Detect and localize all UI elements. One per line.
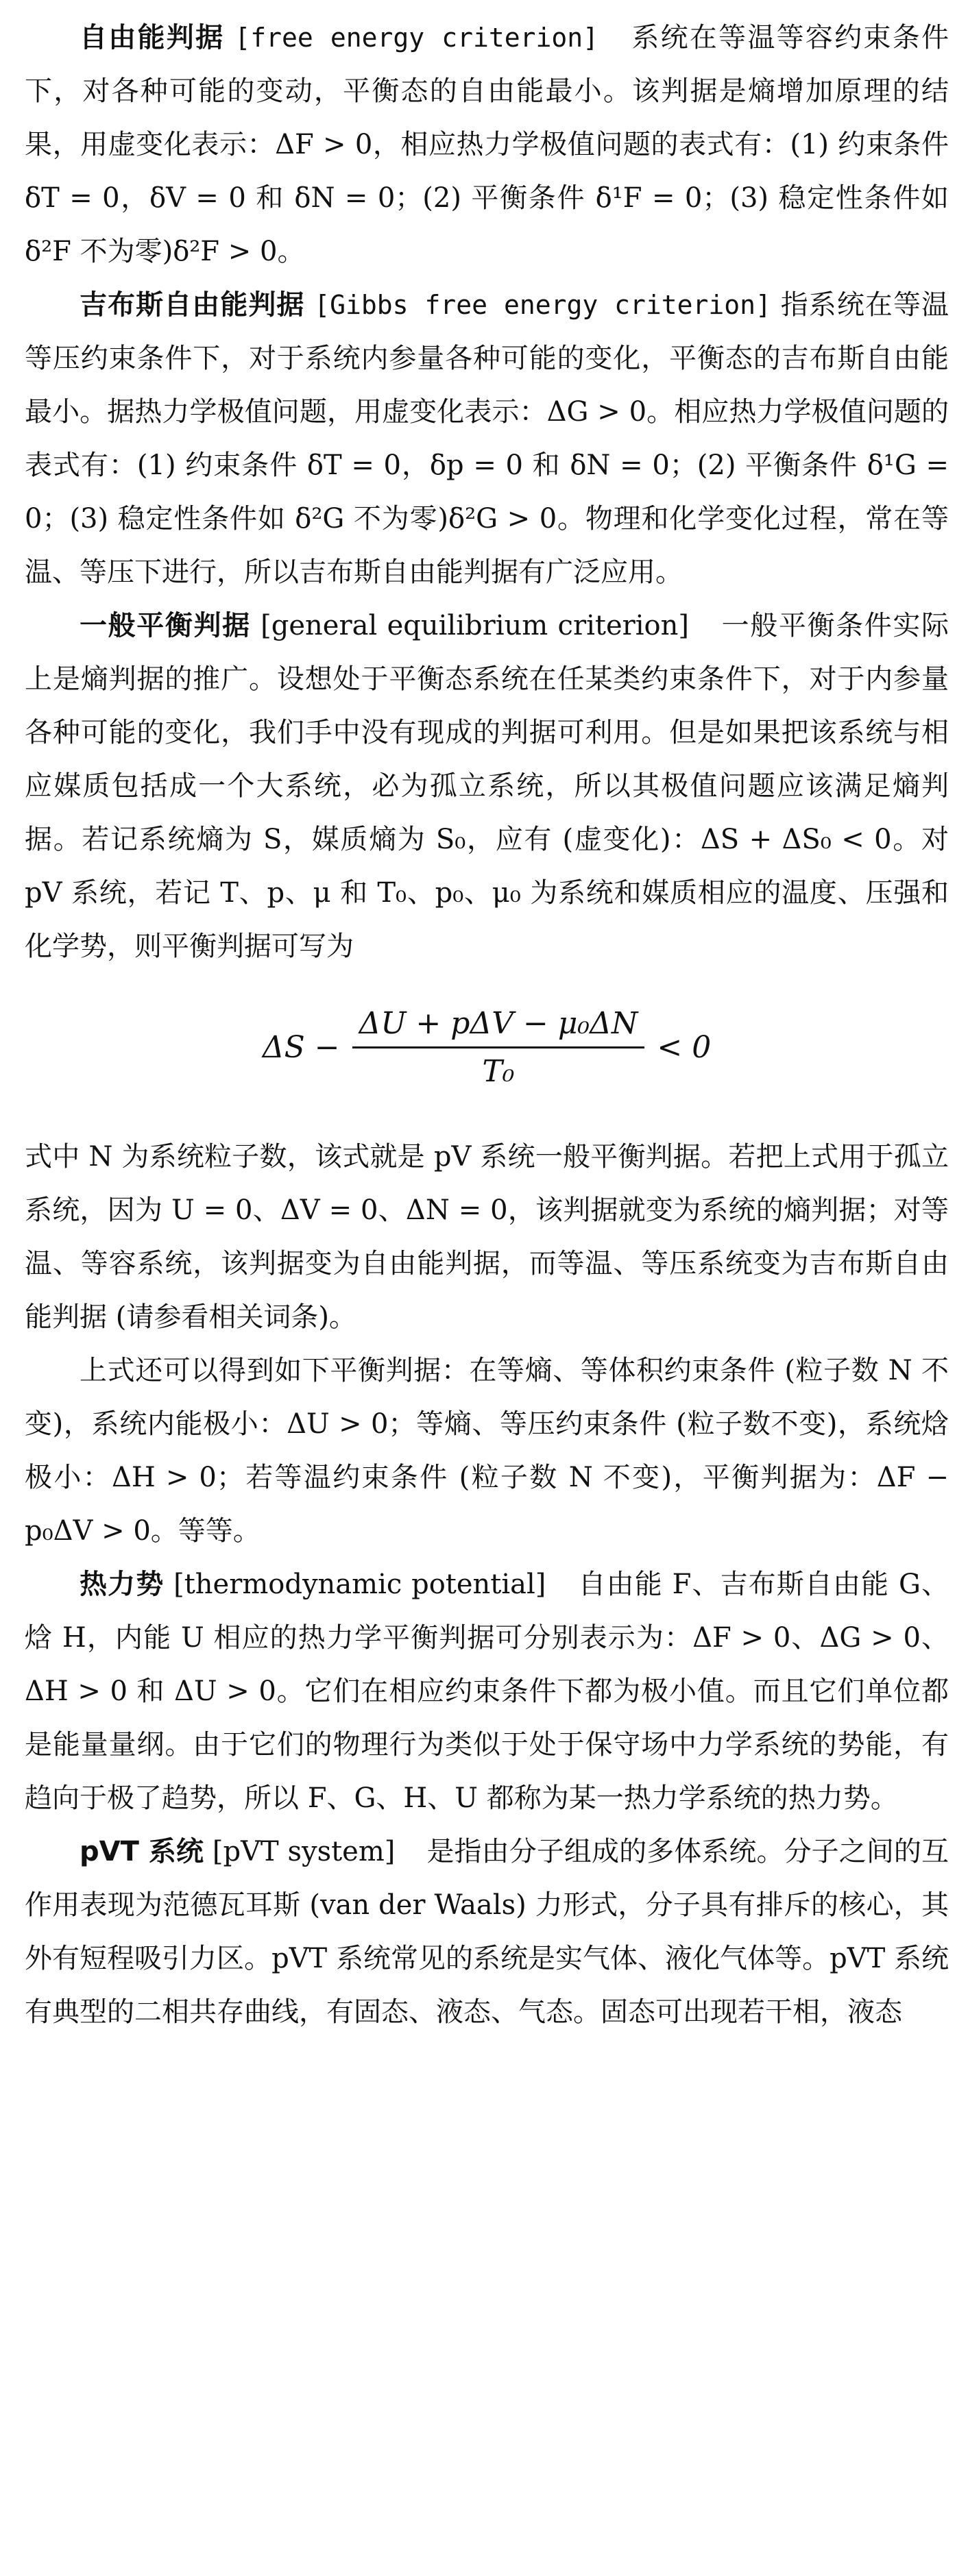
equilibrium-formula (25, 1006, 949, 1089)
entry-term: 吉布斯自由能判据 (80, 289, 305, 321)
entry-term: 一般平衡判据 (80, 610, 251, 641)
formula-numerator: ΔU + pΔV − μ₀ΔN (352, 1006, 645, 1048)
entry-english-term: [general equilibrium criterion] (261, 610, 689, 641)
formula-denominator: T₀ (482, 1054, 515, 1089)
document-page (0, 11, 968, 2576)
entry-english-term: [thermodynamic potential] (173, 1569, 546, 1600)
entry-english-term: [Gibbs free energy criterion] (314, 290, 771, 320)
entry-body: 指系统在等温等压约束条件下，对于系统内参量各种可能的变化，平衡态的吉布斯自由能最小。据热力学极值问题，用虚变化表示：ΔG > 0。相应热力学极值问题的表式有：(1) 约束条件 δT = 0，δp = 0 和 δN = 0；(2) 平衡条件 δ¹G = 0；(3) 稳定性条件如 δ²G 不为零)δ²G > 0。物理和化学变化过程，常在等温、等压下进行，所以吉布斯自由能判据有广泛应用。 (25, 289, 949, 588)
entry-thermodynamic-potential (25, 1558, 949, 1825)
entry-general-equilibrium-criterion (25, 599, 949, 973)
entry-term: 热力势 (80, 1569, 165, 1600)
entry-body: 是指由分子组成的多体系统。分子之间的互作用表现为范德瓦耳斯 (van der Waals) 力形式，分子具有排斥的核心，其外有短程吸引力区。pVT 系统常见的系统是实气体、液化气体等。pVT 系统有典型的二相共存曲线，有固态、液态、气态。固态可出现若干相，液态 (25, 1836, 949, 2028)
entry-term: 自由能判据 (80, 22, 225, 53)
formula-fraction (352, 1006, 645, 1089)
entry-free-energy-criterion (25, 11, 949, 278)
entry-body: 自由能 F、吉布斯自由能 G、焓 H，内能 U 相应的热力学平衡判据可分别表示为：ΔF > 0、ΔG > 0、ΔH > 0 和 ΔU > 0。它们在相应约束条件下都为极小值。而且它们单位都是能量量纲。由于它们的物理行为类似于处于保守场中力学系统的势能，有趋向于极了趋势，所以 F、G、H、U 都称为某一热力学系统的热力势。 (25, 1569, 949, 1814)
formula-lhs: ΔS − (262, 1030, 340, 1065)
formula-rhs: < 0 (657, 1030, 712, 1065)
entry-english-term: [pVT system] (212, 1836, 396, 1867)
formula-explanation: 式中 N 为系统粒子数，该式就是 pV 系统一般平衡判据。若把上式用于孤立系统，因为 U = 0、ΔV = 0、ΔN = 0，该判据就变为系统的熵判据；对等温、等容系统，该判据变为自由能判据，而等温、等压系统变为吉布斯自由能判据 (请参看相关词条)。 (25, 1141, 949, 1333)
entry-english-term: [free energy criterion] (234, 23, 599, 53)
entry-body: 系统在等温等容约束条件下，对各种可能的变动，平衡态的自由能最小。该判据是熵增加原理的结果，用虚变化表示：ΔF > 0，相应热力学极值问题的表式有：(1) 约束条件 δT = 0，δV = 0 和 δN = 0；(2) 平衡条件 δ¹F = 0；(3) 稳定性条件如 δ²F 不为零)δ²F > 0。 (25, 22, 949, 267)
entry-term: pVT 系统 (80, 1836, 204, 1867)
additional-criteria-paragraph: 上式还可以得到如下平衡判据：在等熵、等体积约束条件 (粒子数 N 不变)，系统内能极小：ΔU > 0；等熵、等压约束条件 (粒子数不变)，系统焓极小：ΔH > 0；若等温约束条件 (粒子数 N 不变)，平衡判据为：ΔF − p₀ΔV > 0。等等。 (25, 1355, 949, 1547)
entry-body: 一般平衡条件实际上是熵判据的推广。设想处于平衡态系统在任某类约束条件下，对于内参量各种可能的变化，我们手中没有现成的判据可利用。但是如果把该系统与相应媒质包括成一个大系统，必为孤立系统，所以其极值问题应该满足熵判据。若记系统熵为 S，媒质熵为 S₀，应有 (虚变化)：ΔS + ΔS₀ < 0。对 pV 系统，若记 T、p、μ 和 T₀、p₀、μ₀ 为系统和媒质相应的温度、压强和化学势，则平衡判据可写为 (25, 610, 949, 962)
entry-pvt-system (25, 1825, 949, 2039)
entry-gibbs-free-energy-criterion (25, 278, 949, 599)
